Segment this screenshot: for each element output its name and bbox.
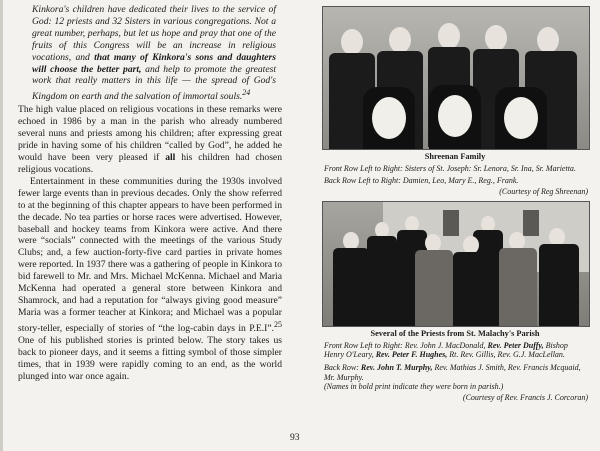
caption-back-row: Back Row Left to Right: Damien, Leo, Mary E., Reg., Frank. [324, 176, 519, 186]
caption-note: (Names in bold print indicate they were born in parish.) [324, 382, 504, 392]
right-column [322, 6, 588, 403]
shreenan-family-photo [322, 6, 590, 150]
photo-credit: (Courtesy of Reg Shreenan) [499, 187, 588, 197]
paragraph-text: The high value placed on religious vocations in these remarks were echoed in 1986 by a man in the parish who already numbered several nuns and priests among his children; after expressing great pride in having some of his children “called by God”, he added he would have been very pleased if [18, 104, 282, 164]
page-number: 93 [290, 432, 300, 443]
figure-caption-title: Several of the Priests from St. Malachy's Parish [370, 328, 540, 338]
window [523, 210, 539, 236]
paragraph-text: his children had chosen religious vocations. [18, 152, 282, 175]
caption-front-row [324, 341, 588, 360]
caption-text: Bishop Henry O'Leary, [324, 340, 568, 360]
caption-text: Back Row: [324, 362, 361, 372]
caption-front-row: Front Row Left to Right: Sisters of St. Joseph: Sr. Lenora, Sr. Ina, Sr. Marietta. [324, 163, 576, 173]
quote-text: that many of Kinkora's sons and daughters will choose the better part, [32, 51, 277, 75]
caption-text: Rev. Peter Duffy, [487, 340, 544, 350]
caption-text: Rt. Rev. Gillis, Rev. G.J. MacLellan. [447, 350, 565, 360]
photo-credit: (Courtesy of Rev. Francis J. Corcoran) [462, 393, 588, 403]
paragraph-text: all [165, 152, 176, 164]
left-column [18, 4, 282, 382]
caption-text: Rev. John T. Murphy, [360, 362, 433, 372]
caption-text: Rev. Peter F. Hughes, [375, 350, 448, 360]
caption-text: Rev. Mathias J. Smith, Rev. Francis Mcquaid, Mr. Murphy. [324, 362, 581, 382]
window [443, 210, 459, 236]
paragraph-entertainment [18, 176, 282, 383]
binding-gutter [0, 0, 3, 451]
paragraph-text: Entertainment in these communities during the 1930s involved fewer large events than in previous decades. Only the show referred to at the beginning of this chapter appears to have been performed in the decade. No tea parties or horse races were advertised. However, baseball and hockey teams from Kinkora were active. And there were “socials” connected with the meetings of the various Study Clubs; and, a few auction-forty-five card parties in private homes were reported. In 1937 there was a gathering of people in Kinkora to bid farewell to Mr. and Mrs. Michael McKenna. Michael and Maria McKenna had operated a general store between Kinkora and Shamrock, and had a reputation for “always giving good measure” Maria was a former teacher at Kinkora; and Michael was a popular story-teller, especially of stories of “the log-cabin days in P.E.I”. [18, 175, 282, 334]
priests-photo [322, 201, 590, 327]
block-quote [18, 4, 282, 103]
footnote-ref: 25 [274, 319, 282, 329]
caption-back-row [324, 363, 588, 392]
figure-caption-title: Shreenan Family [424, 152, 486, 161]
quote-text: Kinkora's children have dedicated their lives to the service of God: 12 priests and 32 Sisters in various congregations. Not a great number, perhaps, but let us hope and pray that one of the fruits of this Congress will be an increase in religious vocations, and [32, 4, 276, 63]
paragraph-text-tail: One of his published stories is printed below. The story takes us back to pioneer days, and it seems a fitting symbol of those simpler times, that in 1939 were rapidly coming to an end, as the world plunged into war once again. [18, 334, 282, 382]
quote-text: and help to promote the greatest work that really matters in this life — the spread of God's Kingdom on earth and the salvation of immortal souls. [32, 63, 276, 103]
footnote-ref: 24 [242, 88, 251, 98]
paragraph-vocations [18, 104, 282, 175]
caption-text: Front Row Left to Right: Rev. John J. MacDonald, [324, 340, 488, 350]
